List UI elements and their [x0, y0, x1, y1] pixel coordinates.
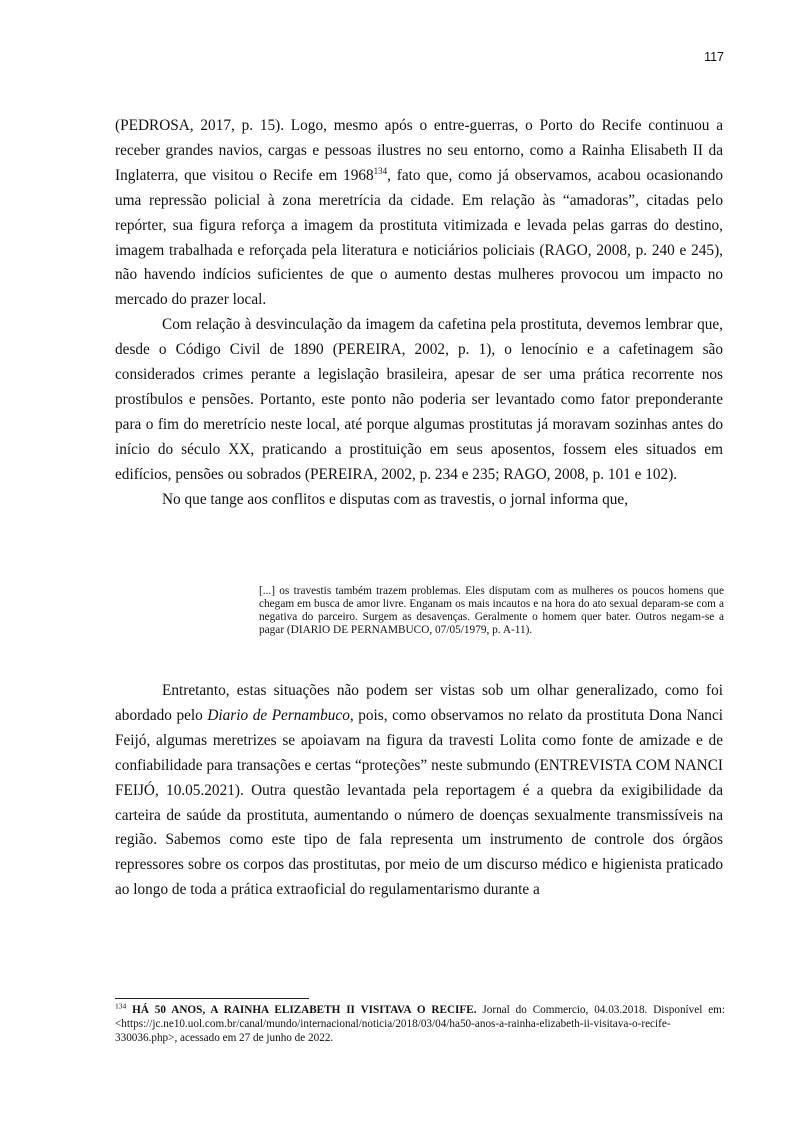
footnote-reference[interactable]: 134 — [373, 165, 388, 176]
footnote-divider — [115, 998, 309, 999]
footnote — [115, 1001, 725, 1045]
paragraph: No que tange aos conflitos e disputas com as travestis, o jornal informa que, — [162, 490, 629, 508]
footnote-number: 134 — [115, 1001, 127, 1011]
footnote-title: HÁ 50 ANOS, A RAINHA ELIZABETH II VISITAVA O RECIFE. — [132, 1004, 477, 1016]
paragraph: (PEDROSA, 2017, p. 15). Logo, mesmo após o entre-guerras, o Porto do Recife continuou a receber grandes navios, cargas e pessoas ilustres no seu entorno, como a Rainha Elisabeth II da Inglaterra, que visitou o Recife em 1968$^{134}$, fato que, como já observamos, acabou ocasionando uma repressão policial à zona meretrícia da cidade. Em relação às “amadoras”, citadas pelo repórter, sua figura reforça a imagem da prostituta vitimizada e levada pelas garras do destino, imagem trabalhada e reforçada pela literatura e noticiários policiais (RAGO, 2008, p. 240 e 245), não havendo indícios suficientes de que o aumento destas mulheres provocou um impacto no mercado do prazer local. — [115, 117, 724, 309]
paragraph: Entretanto, estas situações não podem ser vistas sob um olhar generalizado, como foi abordado pelo Diario de Pernambuco, pois, como observamos no relato da prostituta Dona Nanci Feijó, algumas meretrizes se apoiavam na figura da travesti Lolita como fonte de amizade e de confiabilidade para transações e certas “proteções” neste submundo (ENTREVISTA COM NANCI FEIJÓ, 10.05.2021). Outra questão levantada pela reportagem é a quebra da exigibilidade da carteira de saúde da prostituta, aumentando o número de doenças sexualmente transmissíveis na região. Sabemos como este tipo de fala representa um instrumento de controle dos órgãos repressores sobre os corpos das prostitutas, por meio de um discurso médico e higienista praticado ao longo de toda a prática extraoficial do regulamentarismo durante a — [115, 682, 723, 899]
page-number: 117 — [704, 50, 724, 64]
block-quote: [...] os travestis também trazem problemas. Eles disputam com as mulheres os poucos homens que chegam em busca de amor livre. Enganam os mais incautos e na hora do ato sexual deparam-se com a negativa do parceiro. Surgem as desavenças. Geralmente o homem quer bater. Outros negam-se a pagar (DIARIO DE PERNAMBUCO, 07/05/1979, p. A-11). — [259, 585, 724, 636]
body-text-bottom — [115, 679, 723, 903]
paragraph: Com relação à desvinculação da imagem da cafetina pela prostituta, devemos lembrar que, desde o Código Civil de 1890 (PEREIRA, 2002, p. 1), o lenocínio e a cafetinagem são considerados crimes perante a legislação brasileira, apesar de ser uma prática recorrente nos prostíbulos e pensões. Portanto, este ponto não poderia ser levantado como fator preponderante para o fim do meretrício neste local, até porque algumas prostitutas já moravam sozinhas antes do início do século XX, praticando a prostituição em seus aposentos, fossem eles situados em edifícios, pensões ou sobrados (PEREIRA, 2002, p. 234 e 235; RAGO, 2008, p. 101 e 102). — [115, 316, 723, 483]
newspaper-title: Diario de Pernambuco — [207, 706, 350, 724]
body-text-top — [115, 114, 723, 513]
footnote-text: Jornal do Commercio, 04.03.2018. Disponível em: <https://jc.ne10.uol.com.br/canal/mundo/internacional/noticia/2018/03/04/ha50-anos-a-rainha-elizabeth-ii-visitava-o-recife-330036.php>, acessado em 27 de junho de 2022. — [115, 1004, 725, 1044]
